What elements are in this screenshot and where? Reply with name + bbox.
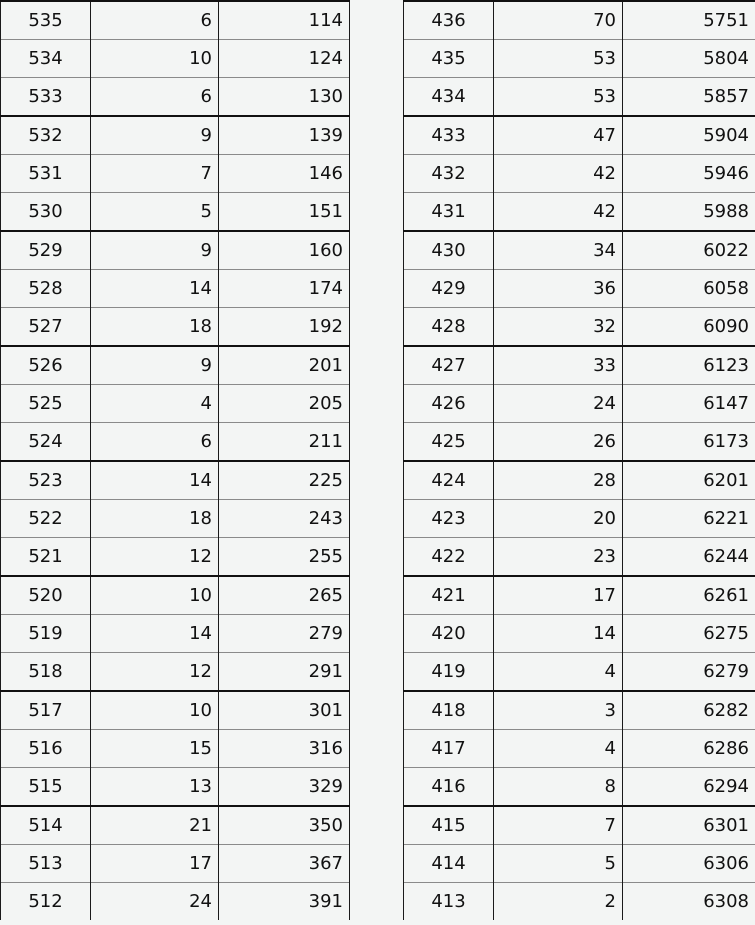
count-cell: 5 xyxy=(91,193,219,232)
count-cell: 2 xyxy=(494,883,623,921)
cumulative-total-cell: 139 xyxy=(219,116,350,155)
score-cell: 515 xyxy=(1,768,91,807)
count-cell: 4 xyxy=(91,385,219,423)
table-row xyxy=(1,691,350,730)
count-cell: 9 xyxy=(91,346,219,385)
cumulative-total-cell: 291 xyxy=(219,653,350,692)
score-cell: 424 xyxy=(404,461,494,500)
score-cell: 520 xyxy=(1,576,91,615)
score-cell: 518 xyxy=(1,653,91,692)
score-cell: 425 xyxy=(404,423,494,462)
table-row xyxy=(1,308,350,347)
score-cell: 419 xyxy=(404,653,494,692)
table-row xyxy=(1,423,350,462)
count-cell: 7 xyxy=(494,806,623,845)
count-cell: 14 xyxy=(494,615,623,653)
table-row xyxy=(1,500,350,538)
table-row xyxy=(1,538,350,577)
score-cell: 521 xyxy=(1,538,91,577)
table-row xyxy=(1,78,350,117)
score-cell: 527 xyxy=(1,308,91,347)
cumulative-total-cell: 6308 xyxy=(623,883,755,921)
score-cell: 522 xyxy=(1,500,91,538)
table-row xyxy=(404,385,755,423)
cumulative-total-cell: 265 xyxy=(219,576,350,615)
cumulative-total-cell: 5751 xyxy=(623,1,755,40)
score-cell: 436 xyxy=(404,1,494,40)
table-row xyxy=(1,270,350,308)
score-cell: 426 xyxy=(404,385,494,423)
count-cell: 14 xyxy=(91,270,219,308)
score-cell: 415 xyxy=(404,806,494,845)
count-cell: 21 xyxy=(91,806,219,845)
table-row xyxy=(1,883,350,921)
cumulative-total-cell: 130 xyxy=(219,78,350,117)
score-cell: 534 xyxy=(1,40,91,78)
count-cell: 13 xyxy=(91,768,219,807)
table-row xyxy=(404,423,755,462)
cumulative-total-cell: 5857 xyxy=(623,78,755,117)
table-row xyxy=(404,116,755,155)
score-cell: 420 xyxy=(404,615,494,653)
score-cell: 528 xyxy=(1,270,91,308)
count-cell: 17 xyxy=(494,576,623,615)
score-cell: 519 xyxy=(1,615,91,653)
cumulative-total-cell: 6022 xyxy=(623,231,755,270)
table-row xyxy=(404,193,755,232)
table-row xyxy=(1,806,350,845)
table-row xyxy=(1,461,350,500)
table-row xyxy=(404,78,755,117)
table-row xyxy=(1,231,350,270)
score-cell: 416 xyxy=(404,768,494,807)
score-cell: 434 xyxy=(404,78,494,117)
cumulative-total-cell: 174 xyxy=(219,270,350,308)
cumulative-total-cell: 391 xyxy=(219,883,350,921)
count-cell: 7 xyxy=(91,155,219,193)
table-row xyxy=(1,845,350,883)
table-row xyxy=(404,883,755,921)
score-cell: 435 xyxy=(404,40,494,78)
score-cell: 514 xyxy=(1,806,91,845)
cumulative-total-cell: 192 xyxy=(219,308,350,347)
score-cell: 526 xyxy=(1,346,91,385)
cumulative-total-cell: 6221 xyxy=(623,500,755,538)
count-cell: 24 xyxy=(494,385,623,423)
table-row xyxy=(404,500,755,538)
count-cell: 42 xyxy=(494,193,623,232)
table-row xyxy=(404,346,755,385)
score-cell: 433 xyxy=(404,116,494,155)
cumulative-total-cell: 5988 xyxy=(623,193,755,232)
count-cell: 28 xyxy=(494,461,623,500)
score-cell: 525 xyxy=(1,385,91,423)
count-cell: 17 xyxy=(91,845,219,883)
table-row xyxy=(404,231,755,270)
cumulative-total-cell: 211 xyxy=(219,423,350,462)
score-cell: 512 xyxy=(1,883,91,921)
cumulative-total-cell: 6090 xyxy=(623,308,755,347)
cumulative-total-cell: 201 xyxy=(219,346,350,385)
cumulative-total-cell: 225 xyxy=(219,461,350,500)
cumulative-total-cell: 243 xyxy=(219,500,350,538)
cumulative-total-cell: 6261 xyxy=(623,576,755,615)
count-cell: 8 xyxy=(494,768,623,807)
count-cell: 47 xyxy=(494,116,623,155)
score-cell: 427 xyxy=(404,346,494,385)
count-cell: 15 xyxy=(91,730,219,768)
table-row xyxy=(1,346,350,385)
count-cell: 9 xyxy=(91,231,219,270)
count-cell: 9 xyxy=(91,116,219,155)
score-table-left xyxy=(0,0,350,920)
count-cell: 6 xyxy=(91,423,219,462)
score-cell: 513 xyxy=(1,845,91,883)
cumulative-total-cell: 160 xyxy=(219,231,350,270)
cumulative-total-cell: 6286 xyxy=(623,730,755,768)
count-cell: 10 xyxy=(91,576,219,615)
score-cell: 422 xyxy=(404,538,494,577)
cumulative-total-cell: 5946 xyxy=(623,155,755,193)
score-cell: 417 xyxy=(404,730,494,768)
cumulative-total-cell: 279 xyxy=(219,615,350,653)
score-table-right xyxy=(403,0,755,920)
score-table-right-body xyxy=(404,1,755,920)
score-cell: 418 xyxy=(404,691,494,730)
count-cell: 14 xyxy=(91,615,219,653)
cumulative-total-cell: 151 xyxy=(219,193,350,232)
count-cell: 10 xyxy=(91,40,219,78)
cumulative-total-cell: 5804 xyxy=(623,40,755,78)
count-cell: 3 xyxy=(494,691,623,730)
count-cell: 4 xyxy=(494,730,623,768)
table-row xyxy=(1,615,350,653)
cumulative-total-cell: 6244 xyxy=(623,538,755,577)
table-row xyxy=(404,806,755,845)
score-cell: 532 xyxy=(1,116,91,155)
table-row xyxy=(1,1,350,40)
score-cell: 430 xyxy=(404,231,494,270)
cumulative-total-cell: 6282 xyxy=(623,691,755,730)
cumulative-total-cell: 146 xyxy=(219,155,350,193)
count-cell: 10 xyxy=(91,691,219,730)
score-table-left-body xyxy=(1,1,350,920)
table-row xyxy=(404,576,755,615)
score-cell: 535 xyxy=(1,1,91,40)
count-cell: 70 xyxy=(494,1,623,40)
score-cell: 431 xyxy=(404,193,494,232)
score-cell: 413 xyxy=(404,883,494,921)
table-row xyxy=(1,385,350,423)
table-row xyxy=(404,691,755,730)
table-row xyxy=(1,193,350,232)
table-row xyxy=(404,845,755,883)
table-row xyxy=(404,308,755,347)
table-row xyxy=(1,40,350,78)
cumulative-total-cell: 6275 xyxy=(623,615,755,653)
cumulative-total-cell: 6201 xyxy=(623,461,755,500)
cumulative-total-cell: 255 xyxy=(219,538,350,577)
table-row xyxy=(404,461,755,500)
score-cell: 423 xyxy=(404,500,494,538)
cumulative-total-cell: 329 xyxy=(219,768,350,807)
score-cell: 429 xyxy=(404,270,494,308)
score-cell: 432 xyxy=(404,155,494,193)
count-cell: 36 xyxy=(494,270,623,308)
table-row xyxy=(1,653,350,692)
count-cell: 6 xyxy=(91,78,219,117)
cumulative-total-cell: 301 xyxy=(219,691,350,730)
count-cell: 4 xyxy=(494,653,623,692)
score-cell: 529 xyxy=(1,231,91,270)
count-cell: 53 xyxy=(494,78,623,117)
count-cell: 33 xyxy=(494,346,623,385)
count-cell: 14 xyxy=(91,461,219,500)
score-cell: 517 xyxy=(1,691,91,730)
score-cell: 531 xyxy=(1,155,91,193)
table-row xyxy=(404,768,755,807)
cumulative-total-cell: 316 xyxy=(219,730,350,768)
count-cell: 42 xyxy=(494,155,623,193)
cumulative-total-cell: 367 xyxy=(219,845,350,883)
score-cell: 533 xyxy=(1,78,91,117)
count-cell: 53 xyxy=(494,40,623,78)
cumulative-total-cell: 114 xyxy=(219,1,350,40)
cumulative-total-cell: 6173 xyxy=(623,423,755,462)
cumulative-total-cell: 6301 xyxy=(623,806,755,845)
table-row xyxy=(404,270,755,308)
score-cell: 414 xyxy=(404,845,494,883)
table-row xyxy=(404,538,755,577)
count-cell: 12 xyxy=(91,538,219,577)
cumulative-total-cell: 124 xyxy=(219,40,350,78)
table-row xyxy=(1,576,350,615)
count-cell: 12 xyxy=(91,653,219,692)
cumulative-total-cell: 5904 xyxy=(623,116,755,155)
table-row xyxy=(404,40,755,78)
cumulative-total-cell: 6306 xyxy=(623,845,755,883)
count-cell: 23 xyxy=(494,538,623,577)
cumulative-total-cell: 6294 xyxy=(623,768,755,807)
table-row xyxy=(1,730,350,768)
cumulative-total-cell: 350 xyxy=(219,806,350,845)
count-cell: 20 xyxy=(494,500,623,538)
score-cell: 523 xyxy=(1,461,91,500)
table-row xyxy=(1,768,350,807)
count-cell: 26 xyxy=(494,423,623,462)
count-cell: 24 xyxy=(91,883,219,921)
table-row xyxy=(404,653,755,692)
table-row xyxy=(404,155,755,193)
table-row xyxy=(1,116,350,155)
table-row xyxy=(1,155,350,193)
table-row xyxy=(404,1,755,40)
count-cell: 5 xyxy=(494,845,623,883)
score-cell: 516 xyxy=(1,730,91,768)
count-cell: 34 xyxy=(494,231,623,270)
table-row xyxy=(404,730,755,768)
cumulative-total-cell: 205 xyxy=(219,385,350,423)
score-cell: 524 xyxy=(1,423,91,462)
table-row xyxy=(404,615,755,653)
score-cell: 428 xyxy=(404,308,494,347)
score-cell: 530 xyxy=(1,193,91,232)
cumulative-total-cell: 6123 xyxy=(623,346,755,385)
cumulative-total-cell: 6279 xyxy=(623,653,755,692)
cumulative-total-cell: 6058 xyxy=(623,270,755,308)
score-cell: 421 xyxy=(404,576,494,615)
count-cell: 18 xyxy=(91,308,219,347)
count-cell: 18 xyxy=(91,500,219,538)
count-cell: 6 xyxy=(91,1,219,40)
cumulative-total-cell: 6147 xyxy=(623,385,755,423)
count-cell: 32 xyxy=(494,308,623,347)
